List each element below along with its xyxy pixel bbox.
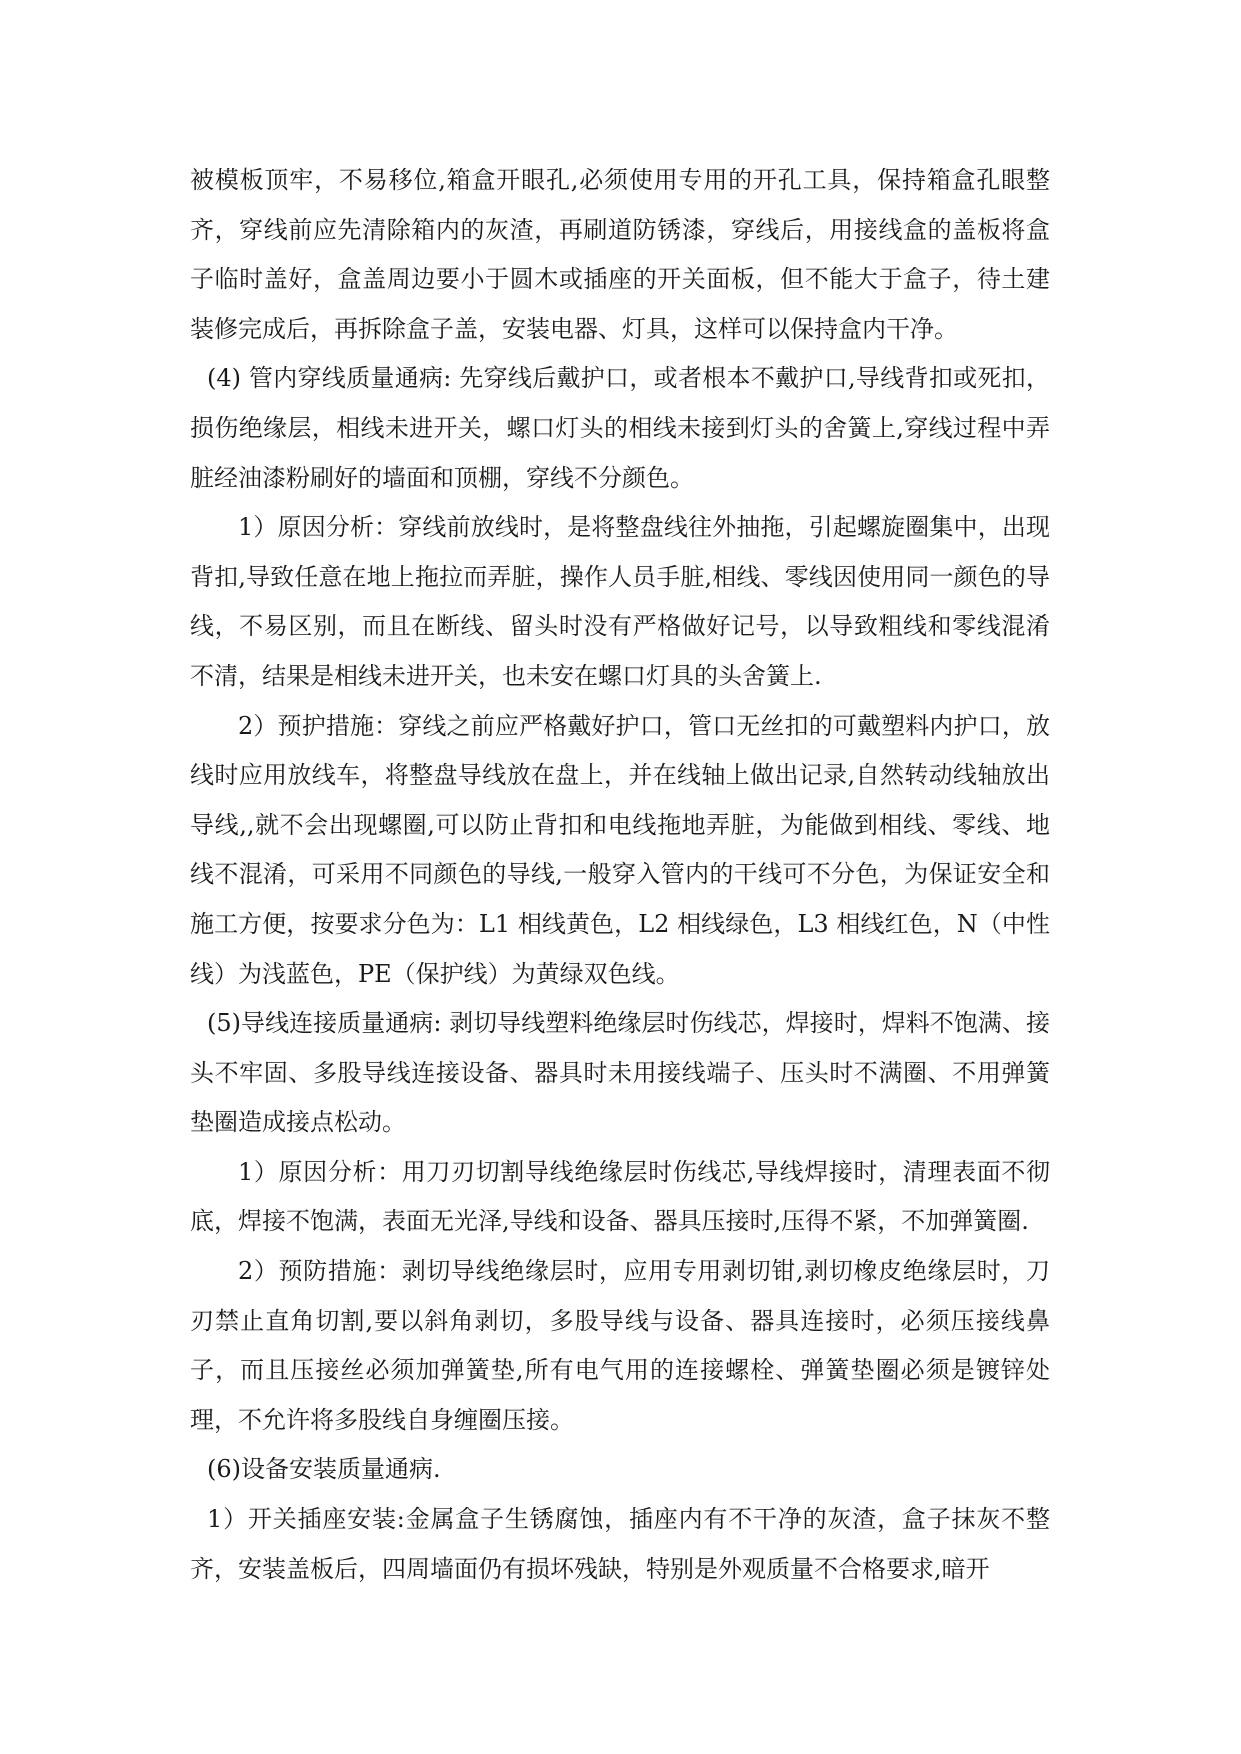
- paragraph-box-installation-continued: 被模板顶牢，不易移位,箱盒开眼孔,必须使用专用的开孔工具，保持箱盒孔眼整齐，穿线前应先清除箱内的灰渣，再刷道防锈漆，穿线后，用接线盒的盖板将盒子临时盖好，盒盖周边要小于圆木或插座的开关面板，但不能大于盒子，待土建装修完成后，再拆除盒子盖，安装电器、灯具，这样可以保持盒内干净。: [190, 166, 1050, 343]
- paragraph-equipment-installation-heading: (6)设备安装质量通病.: [207, 1455, 441, 1484]
- paragraph-connection-prevention: 2）预防措施：剥切导线绝缘层时，应用专用剥切钳,剥切橡皮绝缘层时，刀刃禁止直角切割,要以斜角剥切，多股导线与设备、器具连接时，必须压接线鼻子，而且压接丝必须加弹簧垫,所有电气用的连接螺栓、弹簧垫圈必须是镀锌处理，不允许将多股线自身缠圈压接。: [190, 1257, 1050, 1434]
- paragraph-threading-defects: (4) 管内穿线质量通病: 先穿线后戴护口，或者根本不戴护口,导线背扣或死扣，损伤绝缘层，相线未进开关，螺口灯头的相线未接到灯头的舍簧上,穿线过程中弄脏经油漆粉刷好的墙面和顶棚，穿线不分颜色。: [190, 364, 1050, 492]
- paragraph-switch-socket-installation: 1）开关插座安装:金属盒子生锈腐蚀，插座内有不干净的灰渣，盒子抹灰不整齐，安装盖板后，四周墙面仍有损坏残缺，特别是外观质量不合格要求,暗开: [190, 1505, 1050, 1583]
- paragraph-connection-cause-analysis: 1）原因分析：用刀刃切割导线绝缘层时伤线芯,导线焊接时，清理表面不彻底，焊接不饱满，表面无光泽,导线和设备、器具压接时,压得不紧，不加弹簧圈.: [190, 1157, 1050, 1236]
- paragraph-threading-prevention: 2）预护措施：穿线之前应严格戴好护口，管口无丝扣的可戴塑料内护口，放线时应用放线车，将整盘导线放在盘上，并在线轴上做出记录,自然转动线轴放出导线,,就不会出现螺圈,可以防止背扣和电线拖地弄脏，为能做到相线、零线、地线不混淆，可采用不同颜色的导线,一般穿入管内的干线可不分色，为保证安全和施工方便，按要求分色为：L1 相线黄色，L2 相线绿色，L3 相线红色，N（中性线）为浅蓝色，PE（保护线）为黄绿双色线。: [190, 711, 1050, 988]
- document-body: [190, 156, 1050, 1594]
- paragraph-wire-connection-defects: (5)导线连接质量通病: 剥切导线塑料绝缘层时伤线芯，焊接时，焊料不饱满、接头不牢固、多股导线连接设备、器具时未用接线端子、压头时不满圈、不用弹簧垫圈造成接点松动。: [190, 1009, 1050, 1137]
- paragraph-threading-cause-analysis: 1）原因分析：穿线前放线时，是将整盘线往外抽拖，引起螺旋圈集中，出现背扣,导致任意在地上拖拉而弄脏，操作人员手脏,相线、零线因使用同一颜色的导线，不易区别，而且在断线、留头时没有严格做好记号，以导致粗线和零线混淆不清，结果是相线未进开关，也未安在螺口灯具的头舍簧上.: [190, 513, 1050, 690]
